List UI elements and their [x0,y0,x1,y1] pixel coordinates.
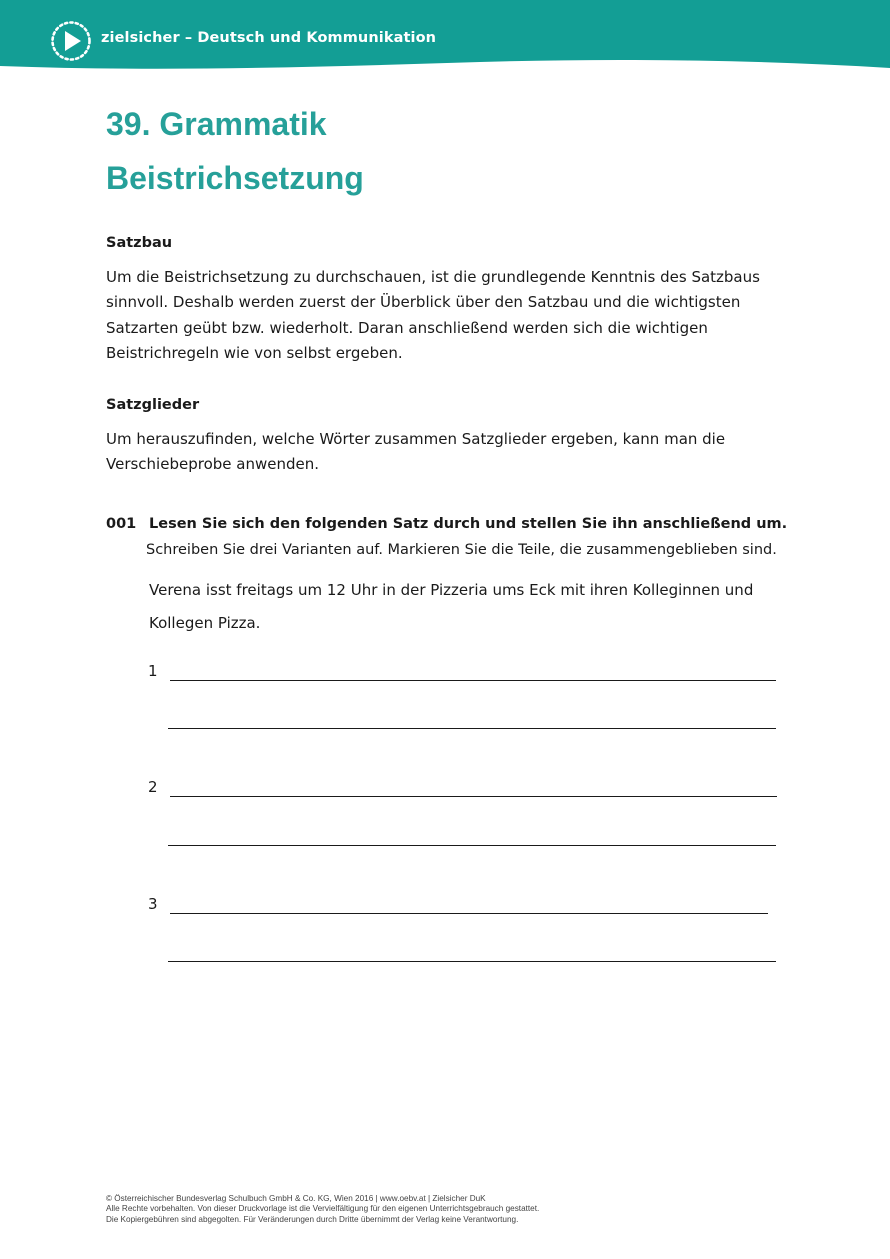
writing-line-3b[interactable] [168,961,776,962]
answer-number-3: 3 [148,895,158,913]
section-heading-satzbau: Satzbau [106,235,173,251]
writing-line-2b[interactable] [168,845,776,846]
paragraph-satzglieder [106,427,786,478]
header-band [0,0,890,80]
answer-number-1: 1 [148,662,158,680]
writing-line-1b[interactable] [168,728,776,729]
task-number: 001 [106,516,137,532]
copyright-footer [106,1194,539,1225]
brand-title: zielsicher – Deutsch und Kommunikation [101,30,437,46]
text-line: Verschiebeprobe anwenden. [106,455,319,474]
play-circle-icon [50,20,92,62]
task-instruction: Lesen Sie sich den folgenden Satz durch und stellen Sie ihn anschließend um. [149,516,788,532]
example-sentence-line: Verena isst freitags um 12 Uhr in der Pizzeria ums Eck mit ihren Kolleginnen und [149,581,754,599]
footer-line: © Österreichischer Bundesverlag Schulbuch GmbH & Co. KG, Wien 2016 | www.oebv.at | Zielsicher DuK [106,1194,486,1203]
writing-line-2a[interactable] [170,796,777,797]
text-line: Um herauszufinden, welche Wörter zusammen Satzglieder ergeben, kann man die [106,430,726,448]
footer-line: Die Kopiergebühren sind abgegolten. Für Veränderungen durch Dritte übernimmt der Verlag keine Verantwortung. [106,1214,519,1224]
writing-line-3a[interactable] [170,913,768,914]
text-line: sinnvoll. Deshalb werden zuerst der Überblick über den Satzbau und die wichtigsten [106,293,741,312]
task-subinstruction: Schreiben Sie drei Varianten auf. Markieren Sie die Teile, die zusammengeblieben sind. [146,542,777,558]
answer-number-2: 2 [148,778,158,796]
example-sentence-line: Kollegen Pizza. [149,614,261,632]
text-line: Satzarten geübt bzw. wiederholt. Daran anschließend werden sich die wichtigen [106,318,708,337]
footer-line: Alle Rechte vorbehalten. Von dieser Druckvorlage ist die Vervielfältigung für den eigenen Unterrichtsgebrauch gestattet. [106,1204,540,1214]
paragraph-satzbau [106,265,786,367]
page-subtitle: Beistrichsetzung [106,160,364,196]
section-heading-satzglieder: Satzglieder [106,397,200,413]
text-line: Beistrichregeln wie von selbst ergeben. [106,344,403,363]
text-line: Um die Beistrichsetzung zu durchschauen, ist die grundlegende Kenntnis des Satzbaus [106,268,760,286]
writing-line-1a[interactable] [170,680,776,681]
page-title: 39. Grammatik [106,106,327,142]
